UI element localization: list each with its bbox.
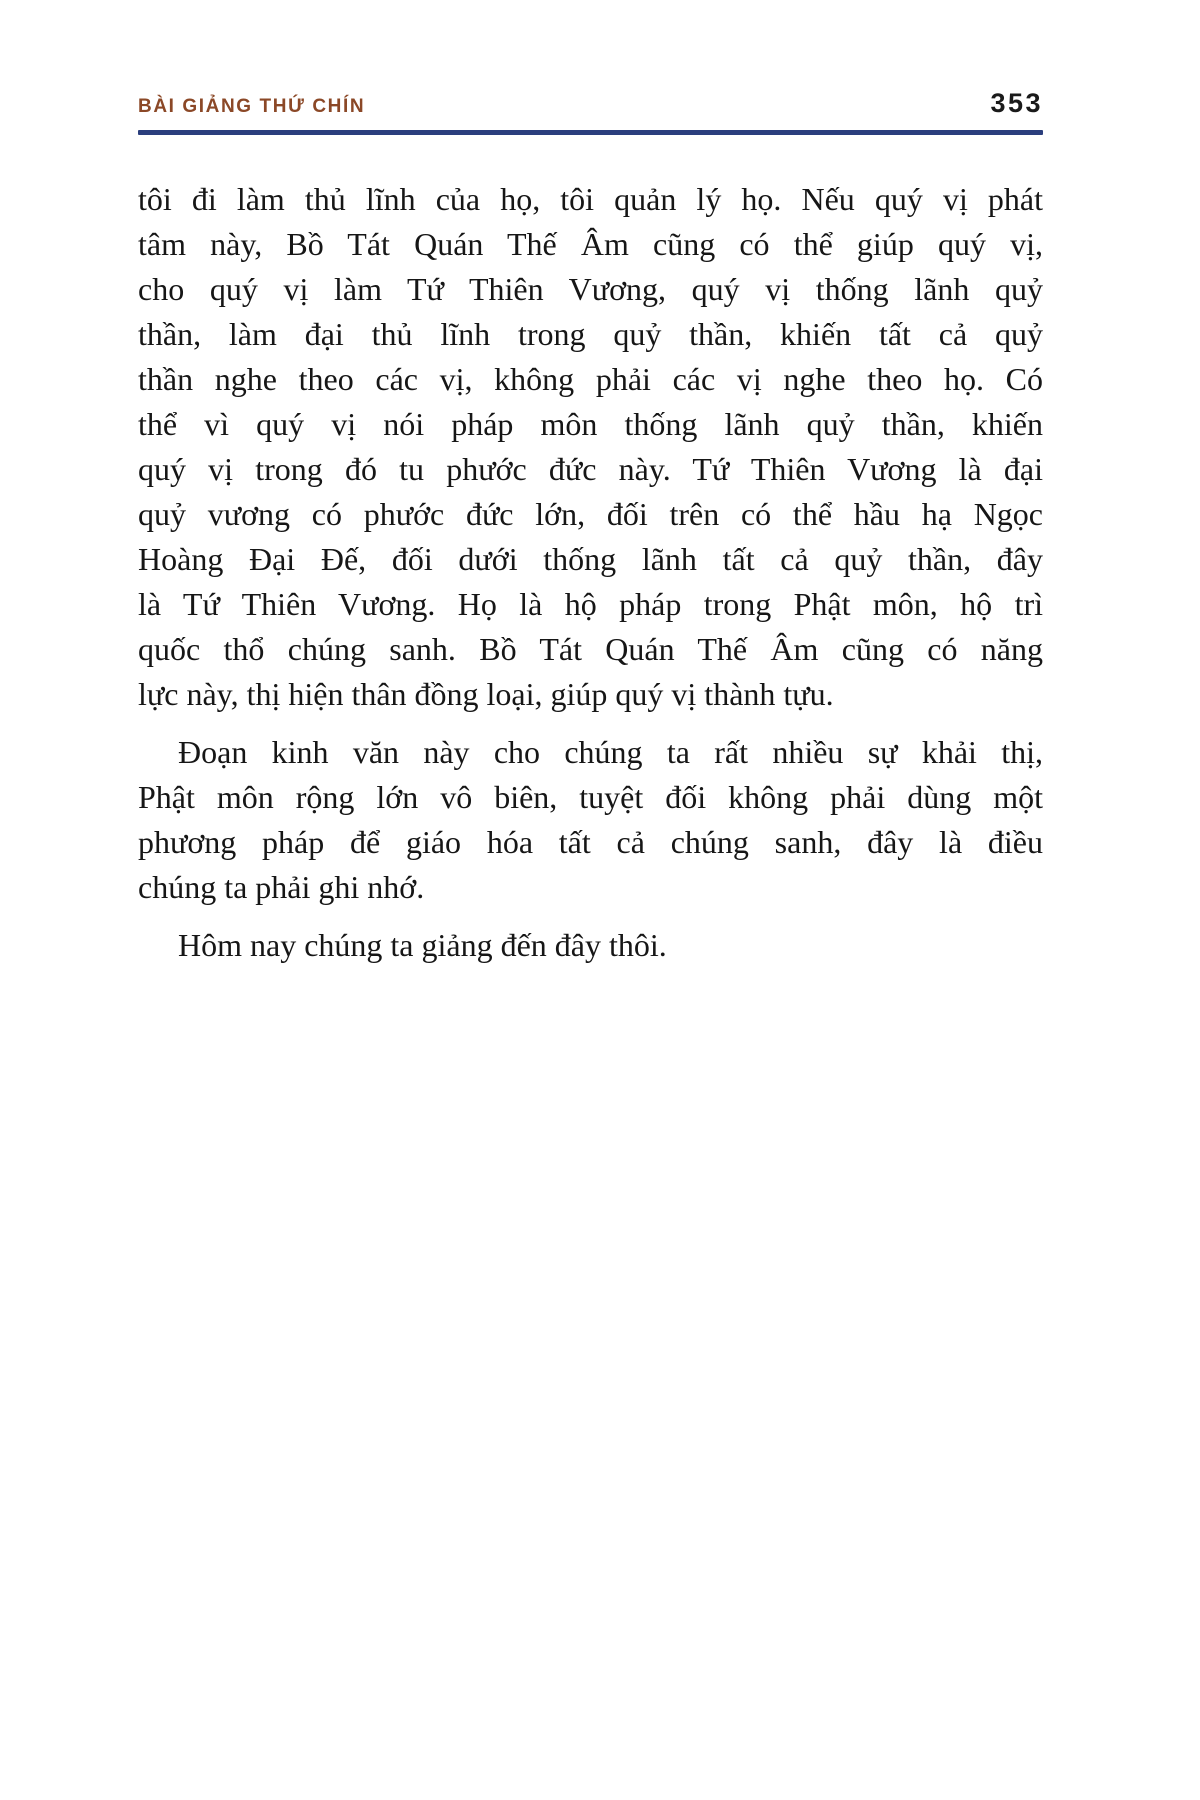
page-number: 353 (990, 88, 1043, 118)
text-line: quốc thổ chúng sanh. Bồ Tát Quán Thế Âm cũng có năng (138, 631, 1043, 667)
text-line: thể vì quý vị nói pháp môn thống lãnh quỷ thần, khiến (138, 406, 1043, 442)
text-line: là Tứ Thiên Vương. Họ là hộ pháp trong Phật môn, hộ trì (138, 586, 1043, 622)
text-line: phương pháp để giáo hóa tất cả chúng sanh, đây là điều (138, 824, 1043, 860)
text-line: tôi đi làm thủ lĩnh của họ, tôi quản lý họ. Nếu quý vị phát (138, 181, 1043, 217)
running-head: BÀI GIẢNG THỨ CHÍN (138, 96, 366, 117)
text-line: chúng ta phải ghi nhớ. (138, 869, 425, 905)
text-line: lực này, thị hiện thân đồng loại, giúp quý vị thành tựu. (138, 676, 834, 712)
text-line: thần, làm đại thủ lĩnh trong quỷ thần, khiến tất cả quỷ (138, 316, 1043, 352)
text-line: quỷ vương có phước đức lớn, đối trên có thể hầu hạ Ngọc (138, 496, 1043, 532)
text-line: cho quý vị làm Tứ Thiên Vương, quý vị thống lãnh quỷ (138, 271, 1043, 307)
body-text (138, 177, 1043, 968)
page-header (138, 88, 1043, 119)
text-line: thần nghe theo các vị, không phải các vị nghe theo họ. Có (138, 361, 1043, 397)
text-line: Đoạn kinh văn này cho chúng ta rất nhiều sự khải thị, (178, 734, 1043, 770)
text-line: Hôm nay chúng ta giảng đến đây thôi. (178, 927, 667, 963)
paragraph (138, 923, 1043, 968)
paragraph (138, 177, 1043, 717)
text-line: tâm này, Bồ Tát Quán Thế Âm cũng có thể giúp quý vị, (138, 226, 1043, 262)
paragraph (138, 730, 1043, 910)
header-rule (138, 130, 1043, 135)
text-line: Phật môn rộng lớn vô biên, tuyệt đối không phải dùng một (138, 779, 1043, 815)
text-line: Hoàng Đại Đế, đối dưới thống lãnh tất cả quỷ thần, đây (138, 541, 1043, 577)
text-line: quý vị trong đó tu phước đức này. Tứ Thiên Vương là đại (138, 451, 1043, 487)
